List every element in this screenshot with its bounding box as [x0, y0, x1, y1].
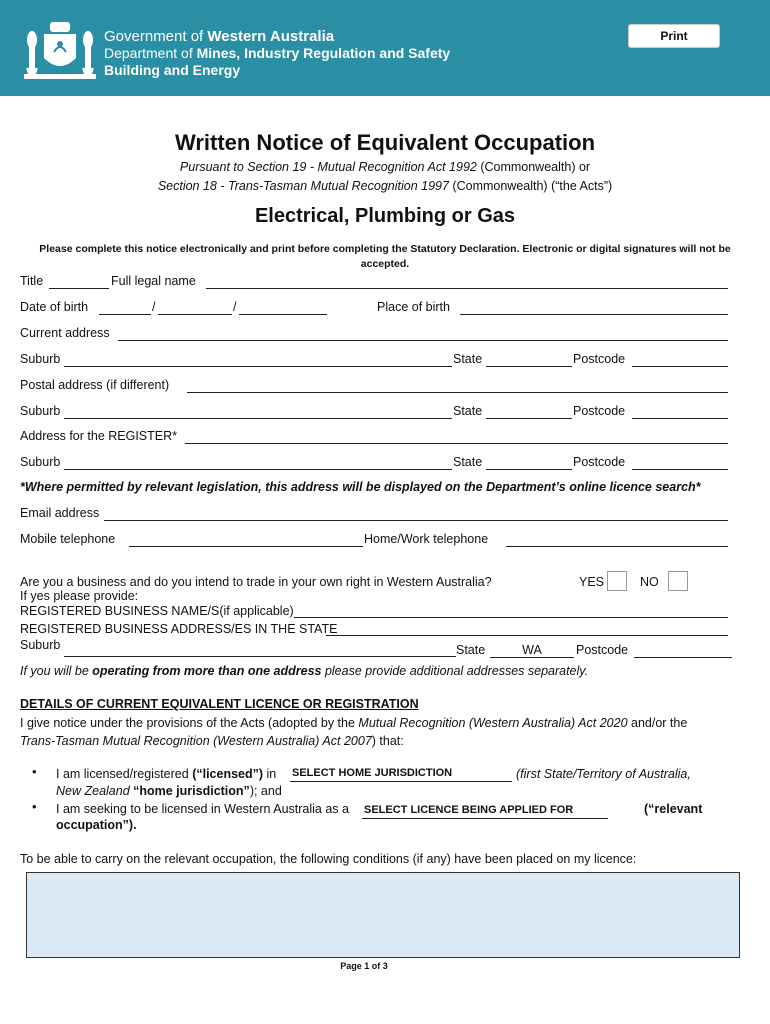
- business-state-field[interactable]: [490, 643, 574, 658]
- licence-select[interactable]: SELECT LICENCE BEING APPLIED FOR: [362, 803, 608, 819]
- instructions: Please complete this notice electronically and print before completing the Statutory Declaration. Electronic or digital signatures will not be accepted.: [39, 243, 731, 270]
- bullet-icon: •: [32, 799, 37, 814]
- dob-slash: /: [233, 300, 237, 314]
- business-addresses-label: REGISTERED BUSINESS ADDRESS/ES IN THE STATE: [20, 622, 338, 636]
- home-jurisdiction-select[interactable]: SELECT HOME JURISDICTION: [290, 766, 512, 782]
- title-field[interactable]: [49, 274, 109, 289]
- suburb-field[interactable]: [64, 455, 452, 470]
- home-work-phone-field[interactable]: [506, 532, 728, 547]
- yes-label: YES: [579, 575, 605, 589]
- place-of-birth-field[interactable]: [460, 300, 728, 315]
- postal-address-field[interactable]: [187, 378, 728, 393]
- business-addresses-field[interactable]: [326, 621, 728, 636]
- dob-month-field[interactable]: [158, 300, 232, 315]
- state-label: State: [453, 352, 483, 366]
- date-of-birth-label: Date of birth: [20, 300, 89, 314]
- suburb-label: Suburb: [20, 455, 61, 469]
- state-label: State: [453, 404, 483, 418]
- business-suburb-field[interactable]: [64, 642, 456, 657]
- suburb-label: Suburb: [20, 404, 61, 418]
- place-of-birth-label: Place of birth: [377, 300, 450, 314]
- details-intro: I give notice under the provisions of the Acts (adopted by the Mutual Recognition (Western Australia) Act 2020 and/or the Trans-Tasman Mutual Recognition (Western Australia) Act 2007) that:: [20, 716, 688, 748]
- department-name: Government of Western Australia Department of Mines, Industry Regulation and Safety Building and Energy: [104, 28, 451, 78]
- postcode-label: Postcode: [573, 455, 626, 469]
- wa-coat-of-arms-logo: [20, 18, 100, 80]
- home-jurisdiction-line2: New Zealand “home jurisdiction”); and: [56, 784, 282, 798]
- licensed-statement: I am licensed/registered (“licensed”) in: [56, 767, 277, 781]
- relevant-label: (“relevant: [644, 802, 703, 816]
- email-field[interactable]: [104, 506, 728, 521]
- postcode-label: Postcode: [573, 352, 626, 366]
- business-names-field[interactable]: [294, 603, 728, 618]
- dob-year-field[interactable]: [239, 300, 327, 315]
- no-checkbox[interactable]: [668, 571, 688, 591]
- suburb-field[interactable]: [64, 404, 452, 419]
- seeking-licence-statement: I am seeking to be licensed in Western Australia as a: [56, 802, 349, 816]
- multiple-addresses-note: If you will be operating from more than one address please provide additional addresses separately.: [20, 664, 589, 678]
- form-subtitle: Electrical, Plumbing or Gas: [254, 205, 516, 227]
- dob-day-field[interactable]: [99, 300, 151, 315]
- postcode-field[interactable]: [632, 352, 728, 367]
- title-label: Title: [20, 274, 44, 288]
- register-address-label: Address for the REGISTER*: [20, 429, 178, 443]
- full-legal-name-field[interactable]: [206, 274, 728, 289]
- print-button[interactable]: Print: [628, 24, 720, 48]
- mobile-field[interactable]: [129, 532, 363, 547]
- full-legal-name-label: Full legal name: [111, 274, 196, 288]
- yes-checkbox[interactable]: [607, 571, 627, 591]
- postcode-label: Postcode: [573, 404, 626, 418]
- register-address-field[interactable]: [185, 429, 728, 444]
- postal-address-label: Postal address (if different): [20, 378, 170, 392]
- state-field[interactable]: [486, 404, 572, 419]
- page-number: Page 1 of 3: [340, 961, 388, 971]
- form-title: Written Notice of Equivalent Occupation: [174, 130, 596, 155]
- home-jurisdiction-note: (first State/Territory of Australia,: [516, 767, 691, 781]
- if-yes-label: If yes please provide:: [20, 589, 139, 603]
- state-field[interactable]: [486, 352, 572, 367]
- header-banner: [0, 0, 770, 96]
- business-postcode-field[interactable]: [634, 643, 732, 658]
- suburb-label: Suburb: [20, 352, 61, 366]
- business-postcode-label: Postcode: [576, 643, 629, 657]
- postcode-field[interactable]: [632, 404, 728, 419]
- bullet-icon: •: [32, 764, 37, 779]
- business-state-label: State: [456, 643, 486, 657]
- details-heading: DETAILS OF CURRENT EQUIVALENT LICENCE OR REGISTRATION: [20, 697, 419, 711]
- state-value: WA: [522, 643, 542, 657]
- postcode-field[interactable]: [632, 455, 728, 470]
- pursuant-line-1: Pursuant to Section 19 - Mutual Recognition Act 1992 (Commonwealth) or: [179, 160, 591, 174]
- register-note: *Where permitted by relevant legislation, this address will be displayed on the Department’s online licence search*: [20, 480, 701, 494]
- business-question: Are you a business and do you intend to trade in your own right in Western Australia?: [20, 575, 492, 589]
- business-suburb-label: Suburb: [20, 638, 61, 652]
- current-address-label: Current address: [20, 326, 110, 340]
- conditions-label: To be able to carry on the relevant occupation, the following conditions (if any) have been placed on my licence:: [20, 852, 637, 866]
- dob-slash: /: [152, 300, 156, 314]
- email-label: Email address: [20, 506, 100, 520]
- conditions-textarea[interactable]: [26, 872, 740, 958]
- pursuant-line-2: Section 18 - Trans-Tasman Mutual Recognition 1997 (Commonwealth) (“the Acts”): [157, 179, 613, 193]
- state-label: State: [453, 455, 483, 469]
- no-label: NO: [640, 575, 659, 589]
- home-work-phone-label: Home/Work telephone: [364, 532, 489, 546]
- business-names-label: REGISTERED BUSINESS NAME/S(if applicable): [20, 604, 294, 618]
- state-field[interactable]: [486, 455, 572, 470]
- mobile-label: Mobile telephone: [20, 532, 116, 546]
- suburb-field[interactable]: [64, 352, 452, 367]
- current-address-field[interactable]: [118, 326, 728, 341]
- relevant-occupation-label: occupation”).: [56, 818, 137, 832]
